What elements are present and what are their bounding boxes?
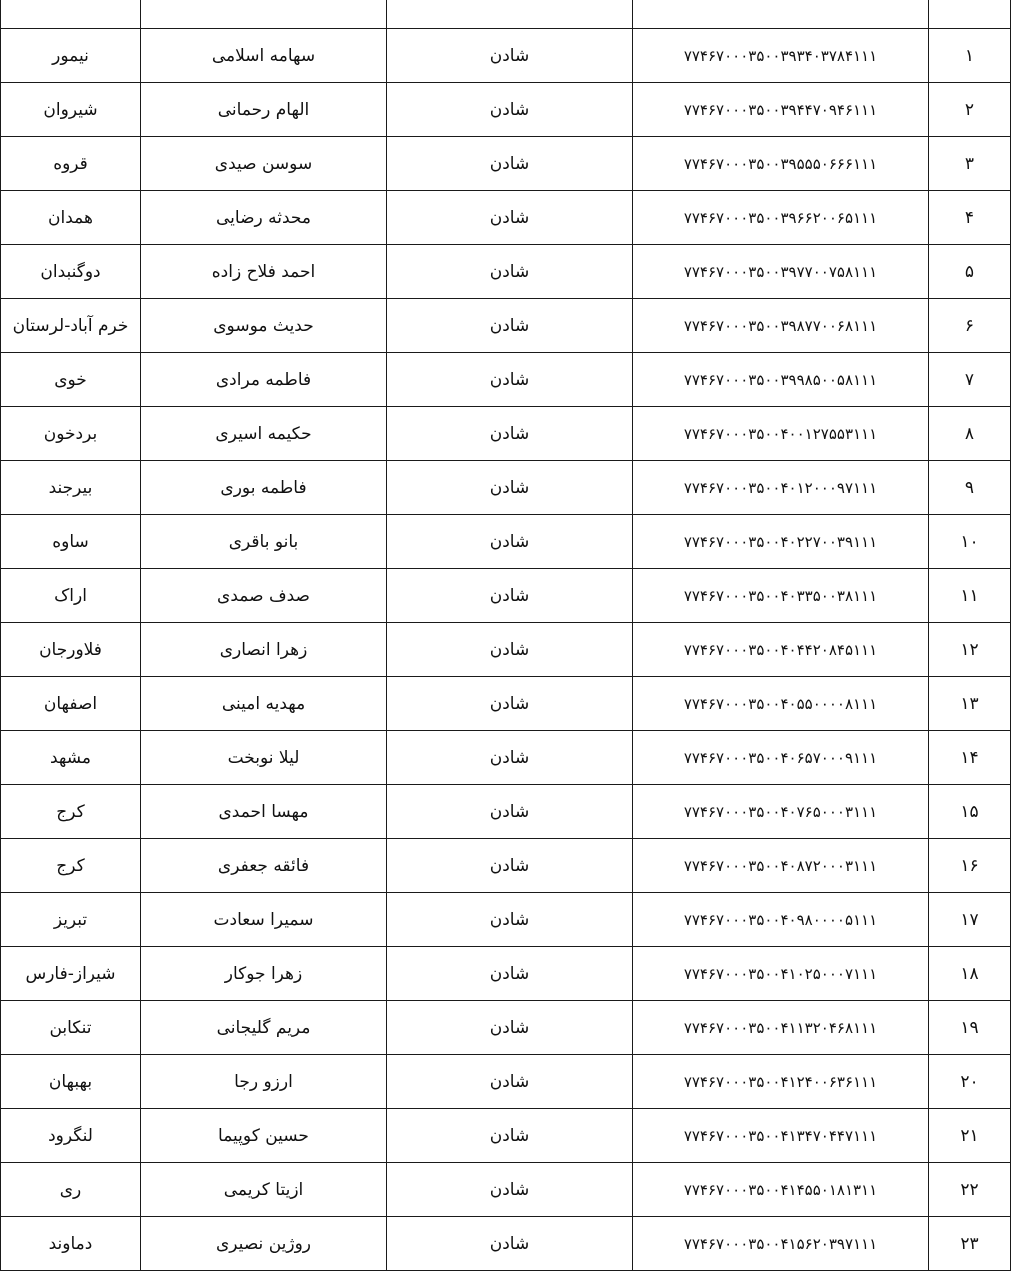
- city-cell: لنگرود: [1, 1109, 141, 1163]
- account-cell: ۷۷۴۶۷۰۰۰۳۵۰۰۴۰۱۲۰۰۰۹۷۱۱۱: [633, 461, 929, 515]
- bank-cell: شادن: [387, 1109, 633, 1163]
- row-number-cell: ۲۲: [929, 1163, 1011, 1217]
- header-row: [1, 0, 1011, 29]
- bank-cell: شادن: [387, 137, 633, 191]
- city-cell: خرم آباد-لرستان: [1, 299, 141, 353]
- row-number-cell: ۲۱: [929, 1109, 1011, 1163]
- city-cell: کرج: [1, 839, 141, 893]
- account-cell: ۷۷۴۶۷۰۰۰۳۵۰۰۴۰۰۱۲۷۵۵۳۱۱۱: [633, 407, 929, 461]
- bank-cell: شادن: [387, 1055, 633, 1109]
- account-cell: ۷۷۴۶۷۰۰۰۳۵۰۰۳۹۸۷۷۰۰۶۸۱۱۱: [633, 299, 929, 353]
- name-cell: سهامه اسلامی: [141, 29, 387, 83]
- account-cell: ۷۷۴۶۷۰۰۰۳۵۰۰۴۱۰۲۵۰۰۰۷۱۱۱: [633, 947, 929, 1001]
- table-row: [1, 245, 1011, 299]
- name-cell: حسین کوپیما: [141, 1109, 387, 1163]
- city-cell: تبریز: [1, 893, 141, 947]
- row-number-cell: ۱۴: [929, 731, 1011, 785]
- name-cell: مهسا احمدی: [141, 785, 387, 839]
- city-cell: اراک: [1, 569, 141, 623]
- row-number-cell: ۵: [929, 245, 1011, 299]
- bank-cell: شادن: [387, 245, 633, 299]
- account-cell: ۷۷۴۶۷۰۰۰۳۵۰۰۳۹۹۸۵۰۰۵۸۱۱۱: [633, 353, 929, 407]
- name-cell: احمد فلاح زاده: [141, 245, 387, 299]
- table-row: [1, 1163, 1011, 1217]
- account-cell: ۷۷۴۶۷۰۰۰۳۵۰۰۴۱۲۴۰۰۶۳۶۱۱۱: [633, 1055, 929, 1109]
- city-cell: نیمور: [1, 29, 141, 83]
- city-cell: بردخون: [1, 407, 141, 461]
- city-cell: دوگنبدان: [1, 245, 141, 299]
- bank-cell: شادن: [387, 785, 633, 839]
- table-row: [1, 569, 1011, 623]
- account-cell: ۷۷۴۶۷۰۰۰۳۵۰۰۳۹۷۷۰۰۷۵۸۱۱۱: [633, 245, 929, 299]
- bank-cell: شادن: [387, 1217, 633, 1271]
- account-cell: ۷۷۴۶۷۰۰۰۳۵۰۰۴۱۳۴۷۰۴۴۷۱۱۱: [633, 1109, 929, 1163]
- account-cell: ۷۷۴۶۷۰۰۰۳۵۰۰۴۰۳۳۵۰۰۳۸۱۱۱: [633, 569, 929, 623]
- bank-cell: شادن: [387, 83, 633, 137]
- name-cell: فائقه جعفری: [141, 839, 387, 893]
- table-row: [1, 83, 1011, 137]
- city-cell: اصفهان: [1, 677, 141, 731]
- row-number-cell: ۴: [929, 191, 1011, 245]
- account-cell: ۷۷۴۶۷۰۰۰۳۵۰۰۴۰۸۷۲۰۰۰۳۱۱۱: [633, 839, 929, 893]
- name-cell: ارزو رجا: [141, 1055, 387, 1109]
- bank-cell: شادن: [387, 191, 633, 245]
- bank-cell: شادن: [387, 839, 633, 893]
- city-cell: همدان: [1, 191, 141, 245]
- bank-cell: شادن: [387, 353, 633, 407]
- name-cell: سمیرا سعادت: [141, 893, 387, 947]
- table-row: [1, 515, 1011, 569]
- city-cell: قروه: [1, 137, 141, 191]
- bank-cell: شادن: [387, 1163, 633, 1217]
- table-row: [1, 137, 1011, 191]
- account-cell: ۷۷۴۶۷۰۰۰۳۵۰۰۴۰۹۸۰۰۰۰۵۱۱۱: [633, 893, 929, 947]
- header-cell-name: [141, 0, 387, 29]
- table-row: [1, 299, 1011, 353]
- name-cell: الهام رحمانی: [141, 83, 387, 137]
- table-row: [1, 1055, 1011, 1109]
- city-cell: کرج: [1, 785, 141, 839]
- city-cell: بیرجند: [1, 461, 141, 515]
- city-cell: خوی: [1, 353, 141, 407]
- table-row: [1, 785, 1011, 839]
- table-row: [1, 839, 1011, 893]
- row-number-cell: ۳: [929, 137, 1011, 191]
- header-cell-city: [1, 0, 141, 29]
- account-cell: ۷۷۴۶۷۰۰۰۳۵۰۰۳۹۶۶۲۰۰۶۵۱۱۱: [633, 191, 929, 245]
- table-row: [1, 29, 1011, 83]
- name-cell: بانو باقری: [141, 515, 387, 569]
- row-number-cell: ۲: [929, 83, 1011, 137]
- name-cell: مریم گلیجانی: [141, 1001, 387, 1055]
- city-cell: دماوند: [1, 1217, 141, 1271]
- row-number-cell: ۶: [929, 299, 1011, 353]
- city-cell: بهبهان: [1, 1055, 141, 1109]
- row-number-cell: ۸: [929, 407, 1011, 461]
- city-cell: فلاورجان: [1, 623, 141, 677]
- table-row: [1, 947, 1011, 1001]
- bank-cell: شادن: [387, 677, 633, 731]
- account-cell: ۷۷۴۶۷۰۰۰۳۵۰۰۴۰۴۴۲۰۸۴۵۱۱۱: [633, 623, 929, 677]
- bank-cell: شادن: [387, 1001, 633, 1055]
- row-number-cell: ۱۸: [929, 947, 1011, 1001]
- bank-cell: شادن: [387, 623, 633, 677]
- row-number-cell: ۱۷: [929, 893, 1011, 947]
- row-number-cell: ۱۵: [929, 785, 1011, 839]
- city-cell: شیراز-فارس: [1, 947, 141, 1001]
- table-row: [1, 1001, 1011, 1055]
- name-cell: صدف صمدی: [141, 569, 387, 623]
- account-cell: ۷۷۴۶۷۰۰۰۳۵۰۰۴۰۵۵۰۰۰۰۸۱۱۱: [633, 677, 929, 731]
- table-row: [1, 1109, 1011, 1163]
- name-cell: روژین نصیری: [141, 1217, 387, 1271]
- bank-cell: شادن: [387, 569, 633, 623]
- header-cell-bank: [387, 0, 633, 29]
- account-cell: ۷۷۴۶۷۰۰۰۳۵۰۰۳۹۳۴۰۳۷۸۴۱۱۱: [633, 29, 929, 83]
- bank-cell: شادن: [387, 515, 633, 569]
- row-number-cell: ۷: [929, 353, 1011, 407]
- table-row: [1, 461, 1011, 515]
- name-cell: سوسن صیدی: [141, 137, 387, 191]
- row-number-cell: ۱: [929, 29, 1011, 83]
- name-cell: فاطمه بوری: [141, 461, 387, 515]
- row-number-cell: ۹: [929, 461, 1011, 515]
- name-cell: فاطمه مرادی: [141, 353, 387, 407]
- bank-cell: شادن: [387, 461, 633, 515]
- bank-cell: شادن: [387, 893, 633, 947]
- name-cell: زهرا انصاری: [141, 623, 387, 677]
- name-cell: حدیث موسوی: [141, 299, 387, 353]
- bank-cell: شادن: [387, 299, 633, 353]
- city-cell: مشهد: [1, 731, 141, 785]
- row-number-cell: ۱۰: [929, 515, 1011, 569]
- city-cell: ری: [1, 1163, 141, 1217]
- bank-cell: شادن: [387, 29, 633, 83]
- account-cell: ۷۷۴۶۷۰۰۰۳۵۰۰۴۱۴۵۵۰۱۸۱۳۱۱: [633, 1163, 929, 1217]
- account-cell: ۷۷۴۶۷۰۰۰۳۵۰۰۴۰۷۶۵۰۰۰۳۱۱۱: [633, 785, 929, 839]
- table-row: [1, 353, 1011, 407]
- city-cell: شیروان: [1, 83, 141, 137]
- name-cell: مهدیه امینی: [141, 677, 387, 731]
- city-cell: ساوه: [1, 515, 141, 569]
- table-row: [1, 191, 1011, 245]
- city-cell: تنکابن: [1, 1001, 141, 1055]
- row-number-cell: ۱۶: [929, 839, 1011, 893]
- table-body: [1, 0, 1011, 1271]
- row-number-cell: ۱۹: [929, 1001, 1011, 1055]
- account-cell: ۷۷۴۶۷۰۰۰۳۵۰۰۳۹۴۴۷۰۹۴۶۱۱۱: [633, 83, 929, 137]
- bank-cell: شادن: [387, 947, 633, 1001]
- header-cell-account: [633, 0, 929, 29]
- name-cell: زهرا جوکار: [141, 947, 387, 1001]
- table-row: [1, 677, 1011, 731]
- account-cell: ۷۷۴۶۷۰۰۰۳۵۰۰۴۱۵۶۲۰۳۹۷۱۱۱: [633, 1217, 929, 1271]
- table-row: [1, 623, 1011, 677]
- bank-cell: شادن: [387, 407, 633, 461]
- account-cell: ۷۷۴۶۷۰۰۰۳۵۰۰۴۱۱۳۲۰۴۶۸۱۱۱: [633, 1001, 929, 1055]
- name-cell: ازیتا کریمی: [141, 1163, 387, 1217]
- name-cell: لیلا نوبخت: [141, 731, 387, 785]
- account-cell: ۷۷۴۶۷۰۰۰۳۵۰۰۴۰۲۲۷۰۰۳۹۱۱۱: [633, 515, 929, 569]
- name-cell: حکیمه اسیری: [141, 407, 387, 461]
- bank-cell: شادن: [387, 731, 633, 785]
- header-cell-number: [929, 0, 1011, 29]
- account-cell: ۷۷۴۶۷۰۰۰۳۵۰۰۳۹۵۵۵۰۶۶۶۱۱۱: [633, 137, 929, 191]
- row-number-cell: ۲۰: [929, 1055, 1011, 1109]
- row-number-cell: ۲۳: [929, 1217, 1011, 1271]
- table-row: [1, 893, 1011, 947]
- row-number-cell: ۱۱: [929, 569, 1011, 623]
- name-cell: محدثه رضایی: [141, 191, 387, 245]
- row-number-cell: ۱۲: [929, 623, 1011, 677]
- row-number-cell: ۱۳: [929, 677, 1011, 731]
- table-row: [1, 731, 1011, 785]
- table-row: [1, 407, 1011, 461]
- account-cell: ۷۷۴۶۷۰۰۰۳۵۰۰۴۰۶۵۷۰۰۰۹۱۱۱: [633, 731, 929, 785]
- table-row: [1, 1217, 1011, 1271]
